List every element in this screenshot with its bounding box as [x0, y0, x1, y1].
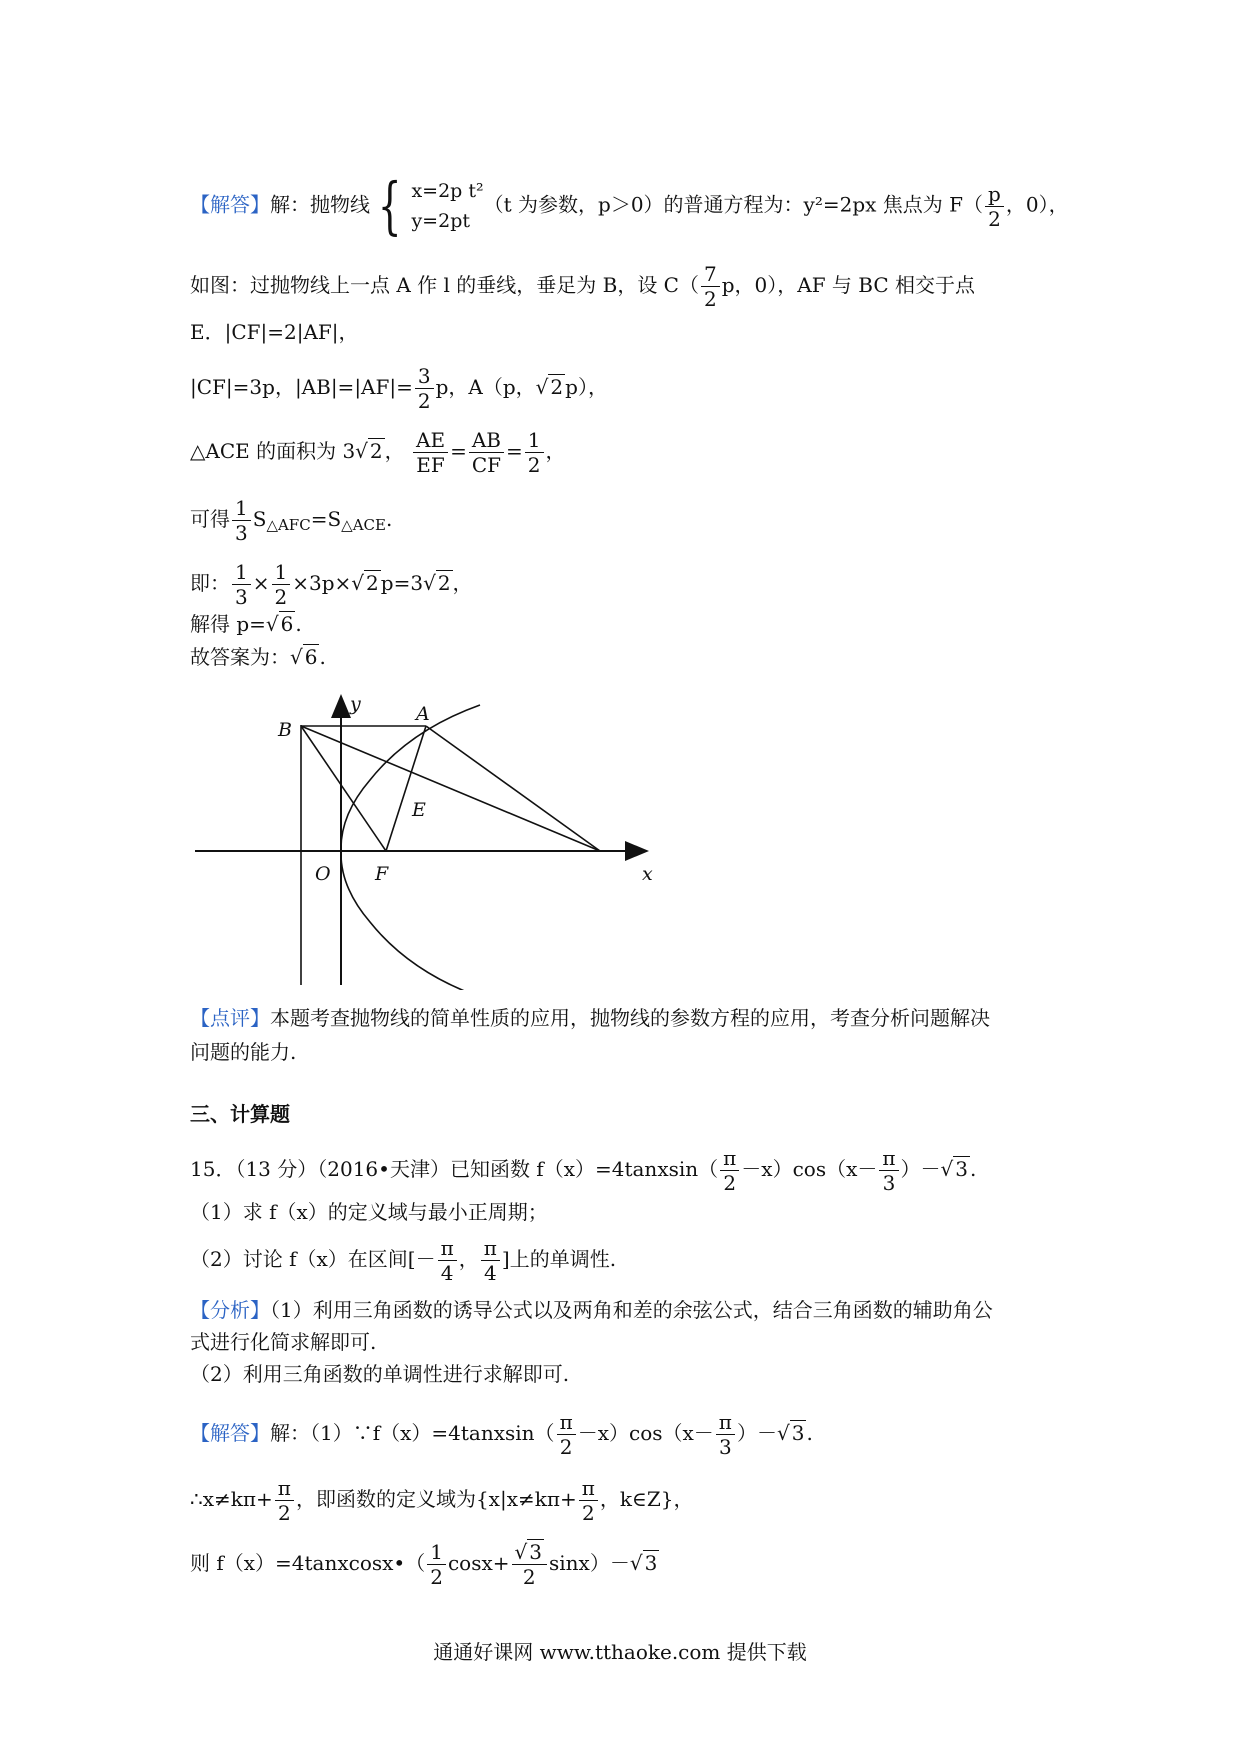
label-y: y [350, 693, 361, 715]
label-B: B [278, 719, 292, 741]
label-E: E [412, 799, 426, 821]
sqrt: √ 6 [290, 645, 318, 669]
fraction: $\frac{1}{2}$ [427, 1540, 446, 1589]
review-tag: 【点评】 [190, 1006, 270, 1030]
solution-tag: 【解答】 [190, 1421, 270, 1445]
section-title: 三、计算题 [190, 1102, 290, 1126]
analysis-tag: 【分析】 [190, 1298, 270, 1322]
fraction: $\frac{\pi}{3}$ [879, 1146, 898, 1195]
solution-line-1: 【解答】解：抛物线 { x=2p t² y=2pt （t 为参数，p＞0）的普通方程为：y²=2px 焦点为 F（ $\frac{p}{2}$ ，0）， [190, 169, 1069, 242]
sqrt: √ 3 [776, 1421, 805, 1445]
segment-BF [301, 726, 386, 851]
fraction: $\frac{7}{2}$ [701, 262, 720, 311]
fraction: $\frac{1}{3}$ [232, 496, 251, 545]
label-O: O [315, 863, 331, 885]
parabola-figure [190, 690, 690, 990]
fraction: $\frac{√ 3}{2}$ [512, 1540, 547, 1589]
label-F: F [375, 863, 389, 885]
analysis-line-2: 式进行化简求解即可. [190, 1330, 377, 1354]
fraction: $\frac{1}{2}$ [525, 428, 544, 477]
solution-line-2: 如图：过抛物线上一点 A 作 l 的垂线，垂足为 B，设 C（ $\frac{7}{2}$ p，0），AF 与 BC 相交于点 [190, 262, 976, 311]
sqrt: √ 6 [265, 612, 294, 636]
fraction: $\frac{\pi}{2}$ [579, 1476, 598, 1525]
review-line-1: 【点评】本题考查抛物线的简单性质的应用，抛物线的参数方程的应用，考查分析问题解决 [190, 1006, 990, 1030]
solution-15-line-1: 【解答】解：（1）∵f（x）=4tanxsin（ $\frac{\pi}{2}$ －x）cos（x－ $\frac{\pi}{3}$ ）－√ 3 . [190, 1410, 813, 1459]
solution-15-line-3: 则 f（x）=4tanxcosx•（ $\frac{1}{2}$ cosx+ $\frac{√ 3}{2}$ sinx）－√ 3 [190, 1540, 658, 1589]
fraction: $\frac{AB}{CF}$ [469, 428, 504, 477]
question-15: 15．（13 分）（2016•天津）已知函数 f（x）=4tanxsin（ $\frac{\pi}{2}$ －x）cos（x－ $\frac{\pi}{3}$ ）－√ 3 . [190, 1146, 977, 1195]
analysis-line-1: 【分析】（1）利用三角函数的诱导公式以及两角和差的余弦公式，结合三角函数的辅助角公 [190, 1298, 993, 1322]
solution-line-7: 即： $\frac{1}{3}$ × $\frac{1}{2}$ ×3p×√ 2 p=3√ 2 ， [190, 560, 473, 609]
sqrt: √ 3 [940, 1157, 969, 1181]
fraction: $\frac{\pi}{2}$ [275, 1476, 294, 1525]
parametric-system: { x=2p t² y=2pt [377, 169, 484, 242]
fraction: $\frac{1}{2}$ [272, 560, 291, 609]
sqrt: √ 3 [629, 1551, 658, 1575]
parabola-curve [341, 705, 480, 990]
solution-line-9: 故答案为：√ 6 . [190, 645, 326, 669]
fraction: $\frac{\pi}{2}$ [720, 1146, 739, 1195]
label-x: x [642, 863, 653, 885]
fraction: $\frac{3}{2}$ [415, 364, 434, 413]
fraction: $\frac{\pi}{3}$ [716, 1410, 735, 1459]
analysis-line-3: （2）利用三角函数的单调性进行求解即可. [190, 1362, 570, 1386]
fraction: $\frac{\pi}{2}$ [557, 1410, 576, 1459]
page-footer: 通通好课网 www.tthaoke.com 提供下载 [433, 1640, 807, 1664]
solution-line-6: 可得 $\frac{1}{3}$ $S_{\triangle AFC}=S_{\triangle ACE}$. [190, 496, 393, 545]
sqrt: √ 2 [355, 439, 383, 463]
solution-line-5: △ACE 的面积为 3√ 2 ， $\frac{AE}{EF}$ = $\frac{AB}{CF}$ = $\frac{1}{2}$ ， [190, 428, 566, 477]
fraction: $\frac{\pi}{4}$ [438, 1236, 457, 1285]
fraction: $\frac{\pi}{4}$ [481, 1236, 500, 1285]
sqrt: √ 2 [351, 571, 379, 595]
sqrt: √ 2 [423, 571, 451, 595]
review-line-2: 问题的能力. [190, 1040, 297, 1064]
fraction: $\frac{p}{2}$ [985, 182, 1004, 231]
solution-line-4: |CF|=3p，|AB|=|AF|= $\frac{3}{2}$ p，A（p，√ 2 p）， [190, 364, 608, 413]
fraction: $\frac{AE}{EF}$ [413, 428, 448, 477]
question-15-part-1: （1）求 f（x）的定义域与最小正周期； [190, 1200, 548, 1224]
sqrt: √ 2 [535, 375, 564, 399]
solution-tag: 【解答】 [190, 192, 270, 217]
question-15-part-2: （2）讨论 f（x）在区间[－ $\frac{\pi}{4}$ ， $\frac{\pi}{4}$ ]上的单调性. [190, 1236, 617, 1285]
solution-15-line-2: ∴x≠kπ+ $\frac{\pi}{2}$ ，即函数的定义域为{x|x≠kπ+ $\frac{\pi}{2}$ ，k∈Z}， [190, 1476, 694, 1525]
solution-line-3: E．|CF|=2|AF|， [190, 320, 359, 344]
fraction: $\frac{1}{3}$ [232, 560, 251, 609]
segment-BC [301, 726, 600, 851]
solution-line-8: 解得 p=√ 6 . [190, 612, 302, 636]
label-A: A [416, 703, 430, 725]
